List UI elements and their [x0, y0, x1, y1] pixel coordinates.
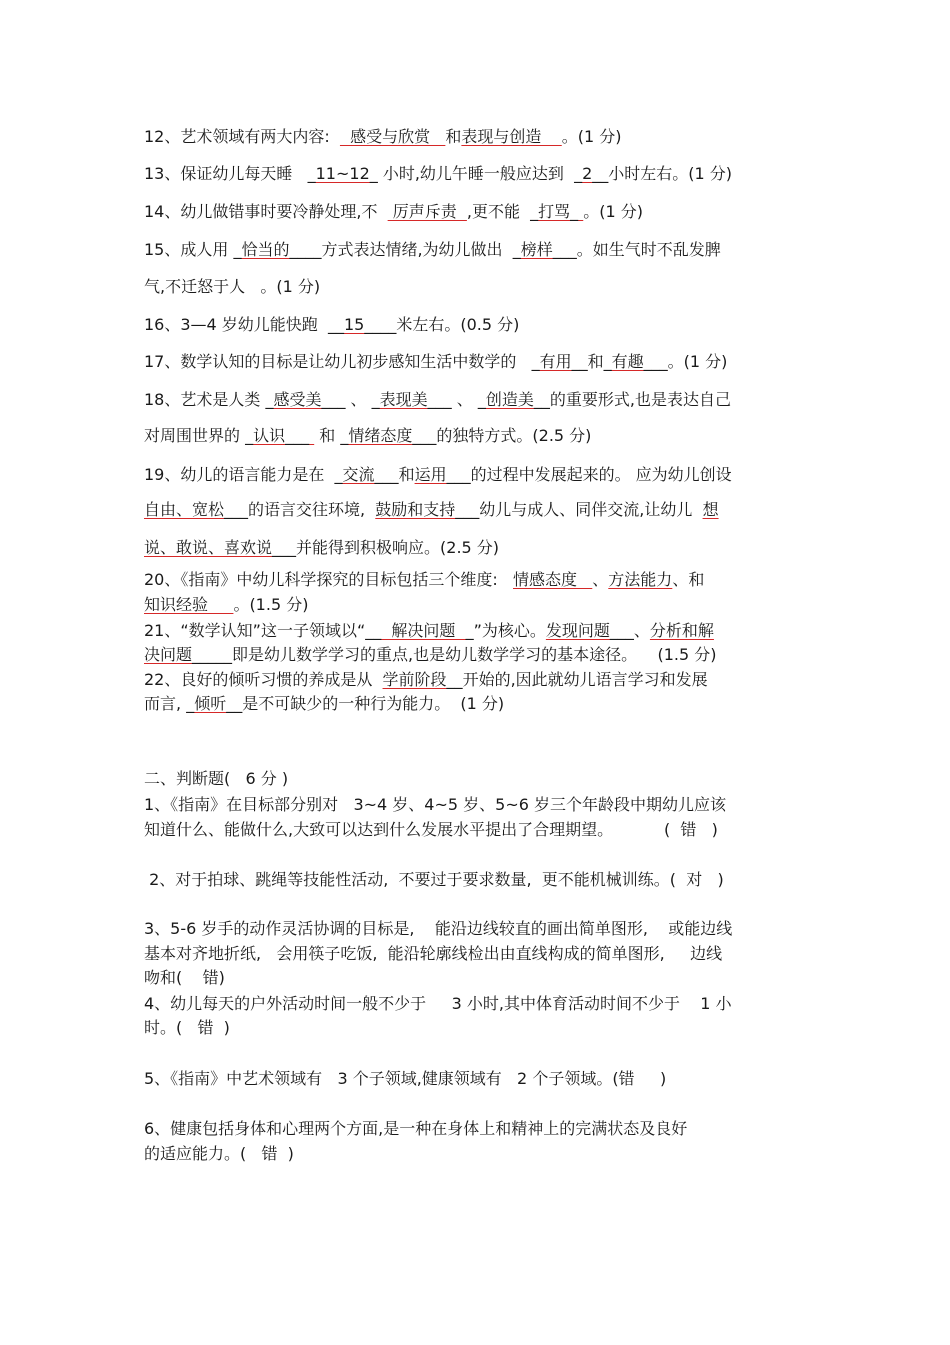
question-text: 、和 — [672, 570, 705, 589]
judgment-item-6-line: 6、健康包括身体和心理两个方面,是一种在身体上和精神上的完满状态及良好 — [144, 1119, 688, 1138]
answer-blank: _倾听__ — [186, 694, 243, 713]
question-text: 气,不迁怒于人 。(1 分) — [144, 277, 321, 296]
answer-blank: _感受美___ — [265, 390, 346, 409]
answer-blank: 分析和解 — [649, 621, 714, 640]
question-text: 的重要形式,也是表达自己 — [549, 390, 731, 409]
answer-blank: 说、敢说、喜欢说___ — [144, 538, 297, 557]
answer-blank: 发现问题___ — [545, 621, 634, 640]
answer-blank: 运用___ — [414, 465, 471, 484]
question-text: 、 — [451, 390, 478, 409]
question-13-line — [144, 163, 732, 185]
judgment-item-5-line: 5、《指南》中艺术领域有 3 个子领域,健康领域有 2 个子领域。(错 ) — [144, 1069, 667, 1088]
question-text: 。(1 分) — [667, 352, 728, 371]
question-text: ”为核心。 — [473, 621, 546, 640]
question-18-line — [144, 425, 591, 447]
question-text: 和 — [445, 127, 462, 146]
question-16-line — [144, 314, 519, 336]
question-21-line — [144, 620, 714, 642]
question-14-line — [144, 201, 643, 223]
question-text: 、 — [633, 621, 650, 640]
question-19-line — [144, 537, 499, 559]
question-20-line — [144, 569, 704, 591]
answer-blank: 感受与欣赏 — [339, 127, 446, 146]
question-text: 是不可缺少的一种行为能力。 (1 分) — [242, 694, 505, 713]
question-22-line — [144, 693, 504, 715]
question-text: 即是幼儿数学学习的重点,也是幼儿数学学习的基本途径。 (1.5 分) — [232, 645, 717, 664]
question-19-line — [144, 464, 732, 486]
question-text: 开始的,因此就幼儿语言学习和发展 — [462, 670, 708, 689]
question-text: 。(1 分) — [583, 202, 644, 221]
answer-blank: _认识___ — [245, 426, 315, 445]
question-text: 小时左右。(1 分) — [608, 164, 733, 183]
answer-blank: _交流___ — [334, 465, 399, 484]
question-text: 幼儿与成人、同伴交流,让幼儿 — [479, 500, 703, 519]
answer-blank: _榜样___ — [512, 240, 577, 259]
question-text: 和 — [314, 426, 341, 445]
section-heading: 二、判断题( 6 分 ) — [144, 769, 289, 788]
judgment-item-3-line: 吻和( 错) — [144, 968, 225, 987]
answer-blank: 知识经验 — [144, 595, 234, 614]
question-text: 15、成人用 — [144, 240, 234, 259]
question-text: 。如生气时不乱发脾 — [576, 240, 721, 259]
answer-blank: _表现美___ — [371, 390, 452, 409]
question-text: 。(1.5 分) — [233, 595, 309, 614]
question-15-line — [144, 239, 721, 261]
question-text: 16、3—4 岁幼儿能快跑 — [144, 315, 328, 334]
question-text: 和 — [398, 465, 415, 484]
answer-blank: __ 解决问题 _ — [365, 621, 474, 640]
answer-blank: _创造美__ — [477, 390, 550, 409]
question-text: 17、数学认知的目标是让幼儿初步感知生活中数学的 — [144, 352, 532, 371]
question-text: 和 — [587, 352, 604, 371]
question-22-line — [144, 669, 708, 691]
answer-blank: 学前阶段__ — [382, 670, 463, 689]
question-text: 小时,幼儿午睡一般应达到 — [377, 164, 575, 183]
answer-blank: __15____ — [327, 315, 397, 334]
question-text: 方式表达情绪,为幼儿做出 — [321, 240, 513, 259]
question-text: ,更不能 — [466, 202, 531, 221]
judgment-item-3-line: 3、5-6 岁手的动作灵活协调的目标是, 能沿边线较直的画出简单图形, 或能边线 — [144, 919, 733, 938]
question-text: 的语言交往环境, — [248, 500, 376, 519]
answer-blank: 方法能力 — [608, 570, 673, 589]
question-text: 18、艺术是人类 — [144, 390, 266, 409]
question-21-line — [144, 644, 716, 666]
question-18-line — [144, 389, 731, 411]
question-text: 21、“数学认知”这一子领域以“ — [144, 621, 366, 640]
answer-blank: _情绪态度___ — [340, 426, 437, 445]
question-text: 、 — [592, 570, 609, 589]
question-text: 。(1 分) — [561, 127, 622, 146]
answer-blank: 厉声斥责 — [387, 202, 467, 221]
question-text: 的过程中发展起来的。 应为幼儿创设 — [470, 465, 732, 484]
judgment-item-4-line: 时。( 错 ) — [144, 1018, 230, 1037]
question-text: 并能得到积极响应。(2.5 分) — [296, 538, 500, 557]
question-19-line — [144, 499, 719, 521]
question-text: 22、良好的倾听习惯的养成是从 — [144, 670, 383, 689]
question-text: 12、艺术领域有两大内容: — [144, 127, 340, 146]
question-text: 的独特方式。(2.5 分) — [436, 426, 592, 445]
judgment-item-1-line: 知道什么、能做什么,大致可以达到什么发展水平提出了合理期望。 ( 错 ) — [144, 820, 718, 839]
judgment-item-3-line: 基本对齐地折纸, 会用筷子吃饭, 能沿轮廓线检出由直线构成的简单图形, 边线 — [144, 944, 723, 963]
question-17-line — [144, 351, 727, 373]
answer-blank: _打骂_ — [530, 202, 584, 221]
question-12-line — [144, 126, 622, 148]
judgment-item-6-line: 的适应能力。( 错 ) — [144, 1144, 294, 1163]
answer-blank: 鼓励和支持___ — [375, 500, 480, 519]
question-20-line — [144, 594, 308, 616]
question-text: 19、幼儿的语言能力是在 — [144, 465, 335, 484]
question-15-line — [144, 276, 320, 298]
judgment-item-4-line: 4、幼儿每天的户外活动时间一般不少于 3 小时,其中体育活动时间不少于 1 小 — [144, 994, 732, 1013]
answer-blank: _有趣___ — [603, 352, 668, 371]
question-text: 而言, — [144, 694, 187, 713]
judgment-item-1-line: 1、《指南》在目标部分别对 3~4 岁、4~5 岁、5~6 岁三个年龄段中期幼儿应该 — [144, 795, 726, 814]
answer-blank: _有用__ — [531, 352, 588, 371]
answer-blank: _恰当的____ — [233, 240, 322, 259]
answer-blank: 自由、宽松___ — [144, 500, 249, 519]
question-text: 14、幼儿做错事时要冷静处理,不 — [144, 202, 388, 221]
judgment-item-2-line: 2、对于拍球、跳绳等技能性活动, 不要过于要求数量, 更不能机械训练。( 对 ) — [144, 870, 724, 889]
answer-blank: _11~12_ — [307, 164, 378, 183]
answer-blank: 表现与创造 — [461, 127, 562, 146]
answer-blank: 决问题_____ — [144, 645, 233, 664]
question-text: 对周围世界的 — [144, 426, 246, 445]
question-text: 13、保证幼儿每天睡 — [144, 164, 308, 183]
answer-blank: _2__ — [574, 164, 609, 183]
answer-blank: 情感态度 — [513, 570, 593, 589]
question-text: 米左右。(0.5 分) — [396, 315, 520, 334]
question-text: 、 — [345, 390, 372, 409]
question-text: 20、《指南》中幼儿科学探究的目标包括三个维度: — [144, 570, 514, 589]
answer-blank: 想 — [702, 500, 719, 519]
